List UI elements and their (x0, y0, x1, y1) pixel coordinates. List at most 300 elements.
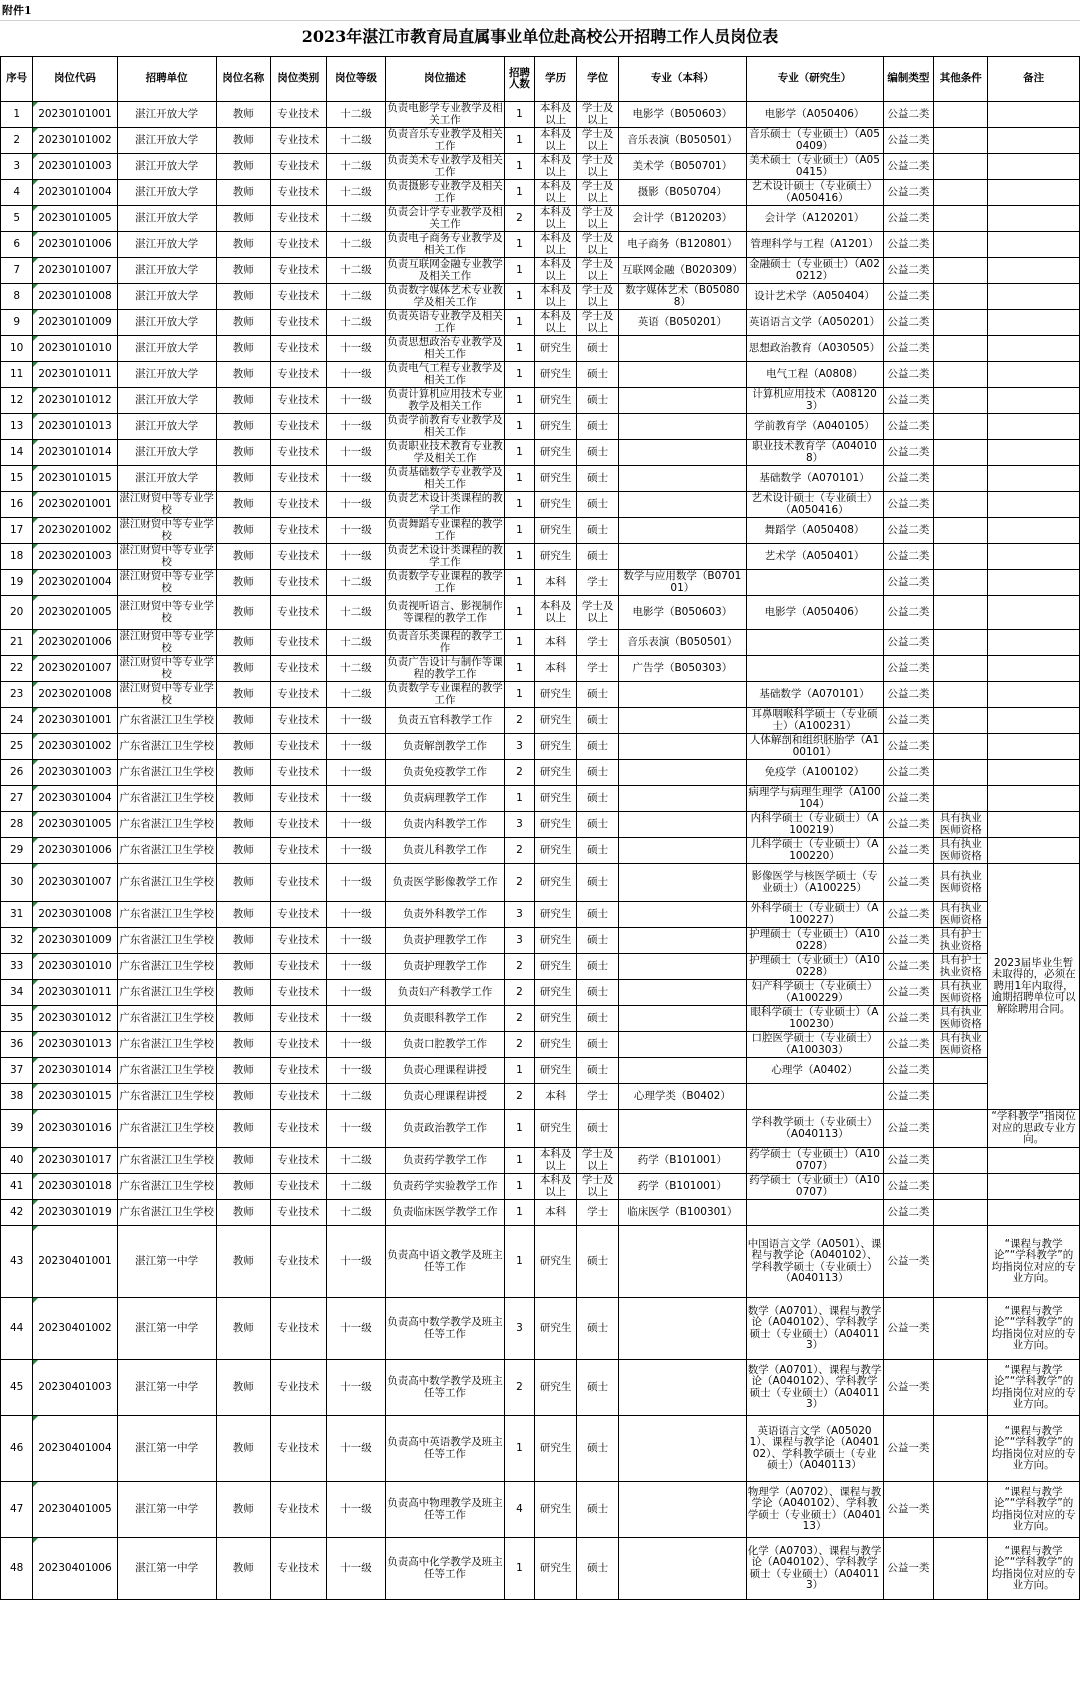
post-name-cell[interactable]: 教师 (216, 232, 270, 258)
major-undergrad-cell[interactable] (619, 1006, 746, 1032)
row-number-cell[interactable]: 12 (1, 388, 33, 414)
education-cell[interactable]: 研究生 (535, 708, 577, 734)
row-number-cell[interactable]: 27 (1, 786, 33, 812)
post-code-cell[interactable]: 20230101013 (33, 414, 117, 440)
degree-cell[interactable]: 硕士 (577, 1360, 619, 1416)
post-code-cell[interactable]: 20230101001 (33, 102, 117, 128)
hire-count-cell[interactable]: 1 (504, 544, 534, 570)
post-level-cell[interactable]: 十一级 (326, 954, 385, 980)
hiring-unit-cell[interactable]: 湛江开放大学 (117, 102, 216, 128)
post-code-cell[interactable]: 20230301017 (33, 1148, 117, 1174)
major-graduate-cell[interactable] (746, 630, 883, 656)
remarks-cell[interactable] (988, 180, 1080, 206)
post-name-cell[interactable]: 教师 (216, 1084, 270, 1110)
degree-cell[interactable]: 硕士 (577, 928, 619, 954)
post-name-cell[interactable]: 教师 (216, 1148, 270, 1174)
education-cell[interactable]: 研究生 (535, 518, 577, 544)
row-number-cell[interactable]: 31 (1, 902, 33, 928)
major-graduate-cell[interactable]: 护理硕士（专业硕士）（A100228） (746, 928, 883, 954)
major-graduate-cell[interactable] (746, 1200, 883, 1226)
other-conditions-cell[interactable] (934, 682, 988, 708)
post-category-cell[interactable]: 专业技术 (270, 1416, 326, 1482)
education-cell[interactable]: 研究生 (535, 812, 577, 838)
major-graduate-cell[interactable] (746, 1084, 883, 1110)
remarks-cell[interactable]: “课程与教学论”“学科教学”的均指岗位对应的专业方向。 (988, 1538, 1080, 1600)
other-conditions-cell[interactable] (934, 786, 988, 812)
degree-cell[interactable]: 硕士 (577, 414, 619, 440)
post-category-cell[interactable]: 专业技术 (270, 954, 326, 980)
degree-cell[interactable]: 硕士 (577, 466, 619, 492)
major-undergrad-cell[interactable]: 电影学（B050603） (619, 102, 746, 128)
post-level-cell[interactable]: 十一级 (326, 1032, 385, 1058)
hire-count-cell[interactable]: 1 (504, 1416, 534, 1482)
education-cell[interactable]: 研究生 (535, 1538, 577, 1600)
post-level-cell[interactable]: 十一级 (326, 980, 385, 1006)
hire-count-cell[interactable]: 1 (504, 1226, 534, 1298)
row-number-cell[interactable]: 19 (1, 570, 33, 596)
other-conditions-cell[interactable] (934, 1416, 988, 1482)
education-cell[interactable]: 研究生 (535, 864, 577, 902)
post-code-cell[interactable]: 20230401005 (33, 1482, 117, 1538)
row-number-cell[interactable]: 3 (1, 154, 33, 180)
major-graduate-cell[interactable]: 英语语言文学（A050201） (746, 310, 883, 336)
post-level-cell[interactable]: 十一级 (326, 1298, 385, 1360)
major-undergrad-cell[interactable] (619, 388, 746, 414)
row-number-cell[interactable]: 32 (1, 928, 33, 954)
post-name-cell[interactable]: 教师 (216, 388, 270, 414)
education-cell[interactable]: 研究生 (535, 1360, 577, 1416)
education-cell[interactable]: 研究生 (535, 838, 577, 864)
hire-count-cell[interactable]: 1 (504, 1200, 534, 1226)
staff-type-cell[interactable]: 公益二类 (883, 154, 934, 180)
row-number-cell[interactable]: 9 (1, 310, 33, 336)
other-conditions-cell[interactable] (934, 102, 988, 128)
major-graduate-cell[interactable]: 物理学（A0702）、课程与教学论（A040102）、学科教学硕士（专业硕士）（A040113） (746, 1482, 883, 1538)
major-graduate-cell[interactable]: 会计学（A120201） (746, 206, 883, 232)
major-undergrad-cell[interactable] (619, 544, 746, 570)
remarks-cell[interactable] (988, 570, 1080, 596)
major-undergrad-cell[interactable] (619, 708, 746, 734)
hiring-unit-cell[interactable]: 广东省湛江卫生学校 (117, 708, 216, 734)
post-category-cell[interactable]: 专业技术 (270, 1174, 326, 1200)
row-number-cell[interactable]: 26 (1, 760, 33, 786)
post-name-cell[interactable]: 教师 (216, 1416, 270, 1482)
post-name-cell[interactable]: 教师 (216, 336, 270, 362)
post-level-cell[interactable]: 十二级 (326, 232, 385, 258)
degree-cell[interactable]: 硕士 (577, 838, 619, 864)
post-level-cell[interactable]: 十一级 (326, 414, 385, 440)
post-name-cell[interactable]: 教师 (216, 682, 270, 708)
hiring-unit-cell[interactable]: 湛江财贸中等专业学校 (117, 518, 216, 544)
post-name-cell[interactable]: 教师 (216, 310, 270, 336)
post-level-cell[interactable]: 十二级 (326, 102, 385, 128)
hiring-unit-cell[interactable]: 广东省湛江卫生学校 (117, 1084, 216, 1110)
post-code-cell[interactable]: 20230301016 (33, 1110, 117, 1148)
post-level-cell[interactable]: 十一级 (326, 902, 385, 928)
post-description-cell[interactable]: 负责计算机应用技术专业教学及相关工作 (387, 388, 503, 412)
hire-count-cell[interactable]: 3 (504, 902, 534, 928)
staff-type-cell[interactable]: 公益二类 (883, 954, 934, 980)
major-undergrad-cell[interactable]: 广告学（B050303） (619, 656, 746, 682)
post-level-cell[interactable]: 十一级 (326, 812, 385, 838)
row-number-cell[interactable]: 18 (1, 544, 33, 570)
remarks-cell[interactable]: “课程与教学论”“学科教学”的均指岗位对应的专业方向。 (988, 1298, 1080, 1360)
hire-count-cell[interactable]: 1 (504, 518, 534, 544)
other-conditions-cell[interactable]: 具有执业医师资格 (934, 864, 988, 902)
other-conditions-cell[interactable] (934, 544, 988, 570)
post-category-cell[interactable]: 专业技术 (270, 414, 326, 440)
degree-cell[interactable]: 学士及以上 (577, 1174, 619, 1200)
hiring-unit-cell[interactable]: 湛江第一中学 (117, 1482, 216, 1538)
post-name-cell[interactable]: 教师 (216, 656, 270, 682)
hire-count-cell[interactable]: 3 (504, 812, 534, 838)
other-conditions-cell[interactable] (934, 1084, 988, 1110)
row-number-cell[interactable]: 29 (1, 838, 33, 864)
hire-count-cell[interactable]: 1 (504, 128, 534, 154)
post-level-cell[interactable]: 十一级 (326, 362, 385, 388)
post-code-cell[interactable]: 20230301013 (33, 1032, 117, 1058)
other-conditions-cell[interactable] (934, 1148, 988, 1174)
hire-count-cell[interactable]: 3 (504, 928, 534, 954)
major-graduate-cell[interactable]: 学前教育学（A040105） (746, 414, 883, 440)
hire-count-cell[interactable]: 2 (504, 864, 534, 902)
degree-cell[interactable]: 学士及以上 (577, 284, 619, 310)
hire-count-cell[interactable]: 2 (504, 838, 534, 864)
post-name-cell[interactable]: 教师 (216, 1200, 270, 1226)
major-graduate-cell[interactable]: 数学（A0701）、课程与教学论（A040102）、学科教学硕士（专业硕士）（A040113） (746, 1360, 883, 1416)
other-conditions-cell[interactable] (934, 630, 988, 656)
post-level-cell[interactable]: 十一级 (326, 440, 385, 466)
education-cell[interactable]: 研究生 (535, 544, 577, 570)
hire-count-cell[interactable]: 2 (504, 760, 534, 786)
other-conditions-cell[interactable] (934, 414, 988, 440)
hiring-unit-cell[interactable]: 湛江开放大学 (117, 232, 216, 258)
hire-count-cell[interactable]: 1 (504, 232, 534, 258)
post-category-cell[interactable]: 专业技术 (270, 1298, 326, 1360)
post-code-cell[interactable]: 20230301009 (33, 928, 117, 954)
remarks-cell[interactable]: “学科教学”指岗位对应的思政专业方向。 (988, 1110, 1080, 1148)
post-name-cell[interactable]: 教师 (216, 206, 270, 232)
remarks-cell[interactable] (988, 838, 1080, 864)
degree-cell[interactable]: 硕士 (577, 864, 619, 902)
post-level-cell[interactable]: 十一级 (326, 336, 385, 362)
hire-count-cell[interactable]: 1 (504, 362, 534, 388)
post-description-cell[interactable]: 负责艺术设计类课程的教学工作 (387, 544, 503, 568)
post-description-cell[interactable]: 负责儿科教学工作 (386, 838, 505, 864)
other-conditions-cell[interactable] (934, 232, 988, 258)
other-conditions-cell[interactable] (934, 1482, 988, 1538)
post-description-cell[interactable]: 负责职业技术教育专业教学及相关工作 (387, 440, 503, 464)
post-description-cell[interactable]: 负责数学专业课程的教学工作 (387, 570, 503, 594)
education-cell[interactable]: 研究生 (535, 980, 577, 1006)
row-number-cell[interactable]: 45 (1, 1360, 33, 1416)
remarks-cell[interactable] (988, 518, 1080, 544)
hire-count-cell[interactable]: 1 (504, 440, 534, 466)
row-number-cell[interactable]: 39 (1, 1110, 33, 1148)
row-number-cell[interactable]: 21 (1, 630, 33, 656)
post-category-cell[interactable]: 专业技术 (270, 786, 326, 812)
hire-count-cell[interactable]: 1 (504, 180, 534, 206)
staff-type-cell[interactable]: 公益二类 (883, 1032, 934, 1058)
hiring-unit-cell[interactable]: 湛江开放大学 (117, 466, 216, 492)
hire-count-cell[interactable]: 1 (504, 414, 534, 440)
staff-type-cell[interactable]: 公益一类 (883, 1416, 934, 1482)
post-code-cell[interactable]: 20230301019 (33, 1200, 117, 1226)
degree-cell[interactable]: 硕士 (577, 1538, 619, 1600)
remarks-cell[interactable] (988, 336, 1080, 362)
post-name-cell[interactable]: 教师 (216, 440, 270, 466)
post-category-cell[interactable]: 专业技术 (270, 492, 326, 518)
row-number-cell[interactable]: 33 (1, 954, 33, 980)
degree-cell[interactable]: 硕士 (577, 1006, 619, 1032)
post-code-cell[interactable]: 20230101010 (33, 336, 117, 362)
major-graduate-cell[interactable]: 药学硕士（专业硕士）（A100707） (746, 1174, 883, 1200)
post-code-cell[interactable]: 20230101004 (33, 180, 117, 206)
education-cell[interactable]: 本科 (535, 656, 577, 682)
remarks-cell[interactable] (988, 154, 1080, 180)
education-cell[interactable]: 研究生 (535, 954, 577, 980)
row-number-cell[interactable]: 44 (1, 1298, 33, 1360)
hiring-unit-cell[interactable]: 湛江开放大学 (117, 310, 216, 336)
post-name-cell[interactable]: 教师 (216, 1174, 270, 1200)
other-conditions-cell[interactable] (934, 336, 988, 362)
other-conditions-cell[interactable] (934, 388, 988, 414)
education-cell[interactable]: 研究生 (535, 466, 577, 492)
hiring-unit-cell[interactable]: 广东省湛江卫生学校 (117, 1006, 216, 1032)
post-level-cell[interactable]: 十一级 (326, 864, 385, 902)
post-category-cell[interactable]: 专业技术 (270, 388, 326, 414)
row-number-cell[interactable]: 23 (1, 682, 33, 708)
post-category-cell[interactable]: 专业技术 (270, 734, 326, 760)
education-cell[interactable]: 研究生 (535, 1058, 577, 1084)
major-undergrad-cell[interactable] (619, 518, 746, 544)
major-graduate-cell[interactable] (746, 656, 883, 682)
post-category-cell[interactable]: 专业技术 (270, 812, 326, 838)
major-undergrad-cell[interactable]: 电影学（B050603） (619, 596, 746, 630)
post-name-cell[interactable]: 教师 (216, 954, 270, 980)
remarks-cell[interactable] (988, 656, 1080, 682)
major-graduate-cell[interactable]: 耳鼻咽喉科学硕士（专业硕士）（A100231） (746, 708, 883, 734)
degree-cell[interactable]: 学士 (577, 656, 619, 682)
staff-type-cell[interactable]: 公益二类 (883, 128, 934, 154)
remarks-cell[interactable] (988, 232, 1080, 258)
hiring-unit-cell[interactable]: 湛江开放大学 (117, 128, 216, 154)
major-graduate-cell[interactable]: 基础数学（A070101） (746, 682, 883, 708)
post-name-cell[interactable]: 教师 (216, 864, 270, 902)
hire-count-cell[interactable]: 1 (504, 630, 534, 656)
degree-cell[interactable]: 硕士 (577, 1298, 619, 1360)
education-cell[interactable]: 本科及以上 (535, 206, 577, 232)
major-undergrad-cell[interactable] (619, 812, 746, 838)
post-name-cell[interactable]: 教师 (216, 1226, 270, 1298)
staff-type-cell[interactable]: 公益二类 (883, 630, 934, 656)
degree-cell[interactable]: 硕士 (577, 760, 619, 786)
staff-type-cell[interactable]: 公益二类 (883, 232, 934, 258)
major-graduate-cell[interactable]: 妇产科学硕士（专业硕士）（A100229） (746, 980, 883, 1006)
other-conditions-cell[interactable]: 具有执业医师资格 (934, 838, 988, 864)
staff-type-cell[interactable]: 公益二类 (883, 310, 934, 336)
post-name-cell[interactable]: 教师 (216, 812, 270, 838)
post-code-cell[interactable]: 20230401002 (33, 1298, 117, 1360)
hiring-unit-cell[interactable]: 广东省湛江卫生学校 (117, 1110, 216, 1148)
post-name-cell[interactable]: 教师 (216, 902, 270, 928)
post-category-cell[interactable]: 专业技术 (270, 466, 326, 492)
post-name-cell[interactable]: 教师 (216, 570, 270, 596)
post-level-cell[interactable]: 十一级 (326, 1360, 385, 1416)
major-undergrad-cell[interactable] (619, 864, 746, 902)
major-undergrad-cell[interactable] (619, 1538, 746, 1600)
post-description-cell[interactable]: 负责艺术设计类课程的教学工作 (387, 492, 503, 516)
other-conditions-cell[interactable] (934, 258, 988, 284)
major-graduate-cell[interactable]: 病理学与病理生理学（A100104） (746, 786, 883, 812)
major-graduate-cell[interactable]: 计算机应用技术（A081203） (746, 388, 883, 414)
post-code-cell[interactable]: 20230301012 (33, 1006, 117, 1032)
major-undergrad-cell[interactable] (619, 954, 746, 980)
post-category-cell[interactable]: 专业技术 (270, 128, 326, 154)
post-description-cell[interactable]: 负责心理课程讲授 (386, 1084, 505, 1110)
staff-type-cell[interactable]: 公益二类 (883, 682, 934, 708)
hiring-unit-cell[interactable]: 广东省湛江卫生学校 (117, 1058, 216, 1084)
remarks-cell[interactable] (988, 102, 1080, 128)
post-category-cell[interactable]: 专业技术 (270, 596, 326, 630)
remarks-cell[interactable] (988, 596, 1080, 630)
other-conditions-cell[interactable] (934, 206, 988, 232)
post-category-cell[interactable]: 专业技术 (270, 864, 326, 902)
post-description-cell[interactable]: 负责音乐类课程的教学工作 (387, 630, 503, 654)
post-category-cell[interactable]: 专业技术 (270, 902, 326, 928)
post-description-cell[interactable]: 负责电子商务专业教学及相关工作 (387, 232, 503, 256)
staff-type-cell[interactable]: 公益一类 (883, 1298, 934, 1360)
post-level-cell[interactable]: 十二级 (326, 154, 385, 180)
post-category-cell[interactable]: 专业技术 (270, 1482, 326, 1538)
row-number-cell[interactable]: 17 (1, 518, 33, 544)
post-level-cell[interactable]: 十一级 (326, 1058, 385, 1084)
post-category-cell[interactable]: 专业技术 (270, 336, 326, 362)
hire-count-cell[interactable]: 1 (504, 570, 534, 596)
hiring-unit-cell[interactable]: 湛江第一中学 (117, 1226, 216, 1298)
major-undergrad-cell[interactable] (619, 1298, 746, 1360)
staff-type-cell[interactable]: 公益二类 (883, 1058, 934, 1084)
other-conditions-cell[interactable] (934, 570, 988, 596)
other-conditions-cell[interactable]: 具有护士执业资格 (934, 928, 988, 954)
post-level-cell[interactable]: 十二级 (326, 180, 385, 206)
post-category-cell[interactable]: 专业技术 (270, 284, 326, 310)
hire-count-cell[interactable]: 2 (504, 954, 534, 980)
post-level-cell[interactable]: 十二级 (326, 310, 385, 336)
education-cell[interactable]: 本科及以上 (535, 310, 577, 336)
degree-cell[interactable]: 硕士 (577, 440, 619, 466)
major-undergrad-cell[interactable]: 摄影（B050704） (619, 180, 746, 206)
post-description-cell[interactable]: 负责解剖教学工作 (386, 734, 505, 760)
hire-count-cell[interactable]: 1 (504, 1174, 534, 1200)
post-description-cell[interactable]: 负责五官科教学工作 (386, 708, 505, 734)
post-category-cell[interactable]: 专业技术 (270, 440, 326, 466)
hire-count-cell[interactable]: 1 (504, 310, 534, 336)
post-description-cell[interactable]: 负责高中语文教学及班主任等工作 (386, 1226, 505, 1298)
post-level-cell[interactable]: 十一级 (326, 708, 385, 734)
row-number-cell[interactable]: 11 (1, 362, 33, 388)
major-graduate-cell[interactable]: 艺术设计硕士（专业硕士）（A050416） (746, 492, 883, 518)
post-level-cell[interactable]: 十一级 (326, 492, 385, 518)
hiring-unit-cell[interactable]: 湛江财贸中等专业学校 (117, 570, 216, 596)
education-cell[interactable]: 本科 (535, 630, 577, 656)
staff-type-cell[interactable]: 公益二类 (883, 414, 934, 440)
remarks-cell[interactable] (988, 206, 1080, 232)
hiring-unit-cell[interactable]: 湛江开放大学 (117, 336, 216, 362)
other-conditions-cell[interactable]: 具有执业医师资格 (934, 1032, 988, 1058)
remarks-cell[interactable] (988, 362, 1080, 388)
post-level-cell[interactable]: 十二级 (326, 596, 385, 630)
major-graduate-cell[interactable]: 电影学（A050406） (746, 102, 883, 128)
major-graduate-cell[interactable]: 中国语言文学（A0501）、课程与教学论（A040102）、学科教学硕士（专业硕士）（A040113） (746, 1226, 883, 1298)
post-name-cell[interactable]: 教师 (216, 1482, 270, 1538)
row-number-cell[interactable]: 40 (1, 1148, 33, 1174)
education-cell[interactable]: 研究生 (535, 388, 577, 414)
hiring-unit-cell[interactable]: 广东省湛江卫生学校 (117, 1200, 216, 1226)
remarks-cell[interactable] (988, 1148, 1080, 1174)
hiring-unit-cell[interactable]: 湛江第一中学 (117, 1298, 216, 1360)
post-level-cell[interactable]: 十二级 (326, 1148, 385, 1174)
post-code-cell[interactable]: 20230101009 (33, 310, 117, 336)
hiring-unit-cell[interactable]: 湛江开放大学 (117, 414, 216, 440)
hire-count-cell[interactable]: 3 (504, 1298, 534, 1360)
other-conditions-cell[interactable] (934, 492, 988, 518)
hire-count-cell[interactable]: 1 (504, 258, 534, 284)
post-name-cell[interactable]: 教师 (216, 1110, 270, 1148)
hiring-unit-cell[interactable]: 湛江开放大学 (117, 284, 216, 310)
education-cell[interactable]: 本科及以上 (535, 154, 577, 180)
hire-count-cell[interactable]: 2 (504, 1006, 534, 1032)
education-cell[interactable]: 本科及以上 (535, 284, 577, 310)
hiring-unit-cell[interactable]: 湛江财贸中等专业学校 (117, 596, 216, 630)
remarks-cell[interactable]: “课程与教学论”“学科教学”的均指岗位对应的专业方向。 (988, 1416, 1080, 1482)
degree-cell[interactable]: 硕士 (577, 1032, 619, 1058)
hire-count-cell[interactable]: 2 (504, 708, 534, 734)
staff-type-cell[interactable]: 公益二类 (883, 1200, 934, 1226)
education-cell[interactable]: 研究生 (535, 1006, 577, 1032)
staff-type-cell[interactable]: 公益二类 (883, 1084, 934, 1110)
hire-count-cell[interactable]: 1 (504, 786, 534, 812)
hiring-unit-cell[interactable]: 广东省湛江卫生学校 (117, 902, 216, 928)
remarks-cell[interactable] (988, 760, 1080, 786)
education-cell[interactable]: 研究生 (535, 734, 577, 760)
post-description-cell[interactable]: 负责视听语言、影视制作等课程的教学工作 (386, 596, 505, 630)
post-level-cell[interactable]: 十二级 (326, 284, 385, 310)
hire-count-cell[interactable]: 2 (504, 1084, 534, 1110)
degree-cell[interactable]: 硕士 (577, 902, 619, 928)
major-graduate-cell[interactable]: 金融硕士（专业硕士）（A020212） (746, 258, 883, 284)
post-name-cell[interactable]: 教师 (216, 980, 270, 1006)
row-number-cell[interactable]: 43 (1, 1226, 33, 1298)
post-level-cell[interactable]: 十一级 (326, 1110, 385, 1148)
education-cell[interactable]: 本科及以上 (535, 232, 577, 258)
education-cell[interactable]: 研究生 (535, 440, 577, 466)
hiring-unit-cell[interactable]: 湛江财贸中等专业学校 (117, 682, 216, 708)
hiring-unit-cell[interactable]: 湛江第一中学 (117, 1538, 216, 1600)
post-description-cell[interactable]: 负责思想政治专业教学及相关工作 (387, 336, 503, 360)
staff-type-cell[interactable]: 公益二类 (883, 440, 934, 466)
degree-cell[interactable]: 学士 (577, 570, 619, 596)
major-graduate-cell[interactable]: 内科学硕士（专业硕士）（A100219） (746, 812, 883, 838)
post-level-cell[interactable]: 十一级 (326, 734, 385, 760)
hire-count-cell[interactable]: 1 (504, 682, 534, 708)
remarks-cell[interactable] (988, 128, 1080, 154)
post-code-cell[interactable]: 20230201006 (33, 630, 117, 656)
post-category-cell[interactable]: 专业技术 (270, 570, 326, 596)
other-conditions-cell[interactable] (934, 1298, 988, 1360)
degree-cell[interactable]: 硕士 (577, 492, 619, 518)
education-cell[interactable]: 研究生 (535, 682, 577, 708)
